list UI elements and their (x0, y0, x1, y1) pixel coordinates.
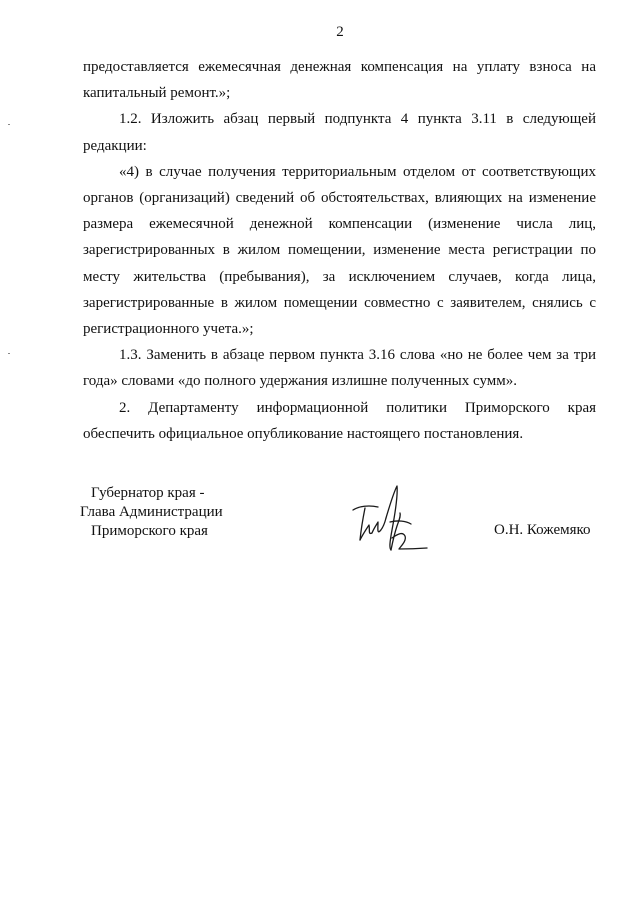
document-body (83, 54, 596, 447)
margin-mark (8, 353, 10, 354)
paragraph-item-1-2: 1.2. Изложить абзац первый подпункта 4 пункта 3.11 в следующей редакции: (83, 111, 596, 154)
paragraph-quoted-subitem-4: «4) в случае получения территориальным отделом от соответствующих органов (организаций) сведений об обстоятельствах, влияющих на изменение размера ежемесячной денежной компенсации (изменение числа лиц, зарегистрированных в жилом помещении, изменение места регистрации по месту жительства (пребывания), за исключением случаев, когда лица, зарегистрированные в жилом помещении совместно с заявителем, снялись с регистрационного учета.»; (83, 163, 596, 338)
handwritten-signature (345, 478, 435, 558)
margin-mark (8, 124, 10, 125)
page-number: 2 (336, 24, 344, 40)
signatory-position-line: Губернатор края - (91, 485, 205, 501)
paragraph-continuation: предоставляется ежемесячная денежная компенсация на уплату взноса на капитальный ремонт.»; (83, 59, 596, 102)
signatory-position-line: Приморского края (91, 523, 208, 539)
paragraph-item-2: 2. Департаменту информационной политики Приморского края обеспечить официальное опубликование настоящего постановления. (83, 399, 596, 442)
signatory-position (80, 484, 223, 541)
signatory-position-line: Глава Администрации (80, 504, 223, 520)
signer-name: О.Н. Кожемяко (494, 522, 591, 538)
paragraph-item-1-3: 1.3. Заменить в абзаце первом пункта 3.16 слова «но не более чем за три года» словами «до полного удержания излишне полученных сумм». (83, 347, 596, 390)
